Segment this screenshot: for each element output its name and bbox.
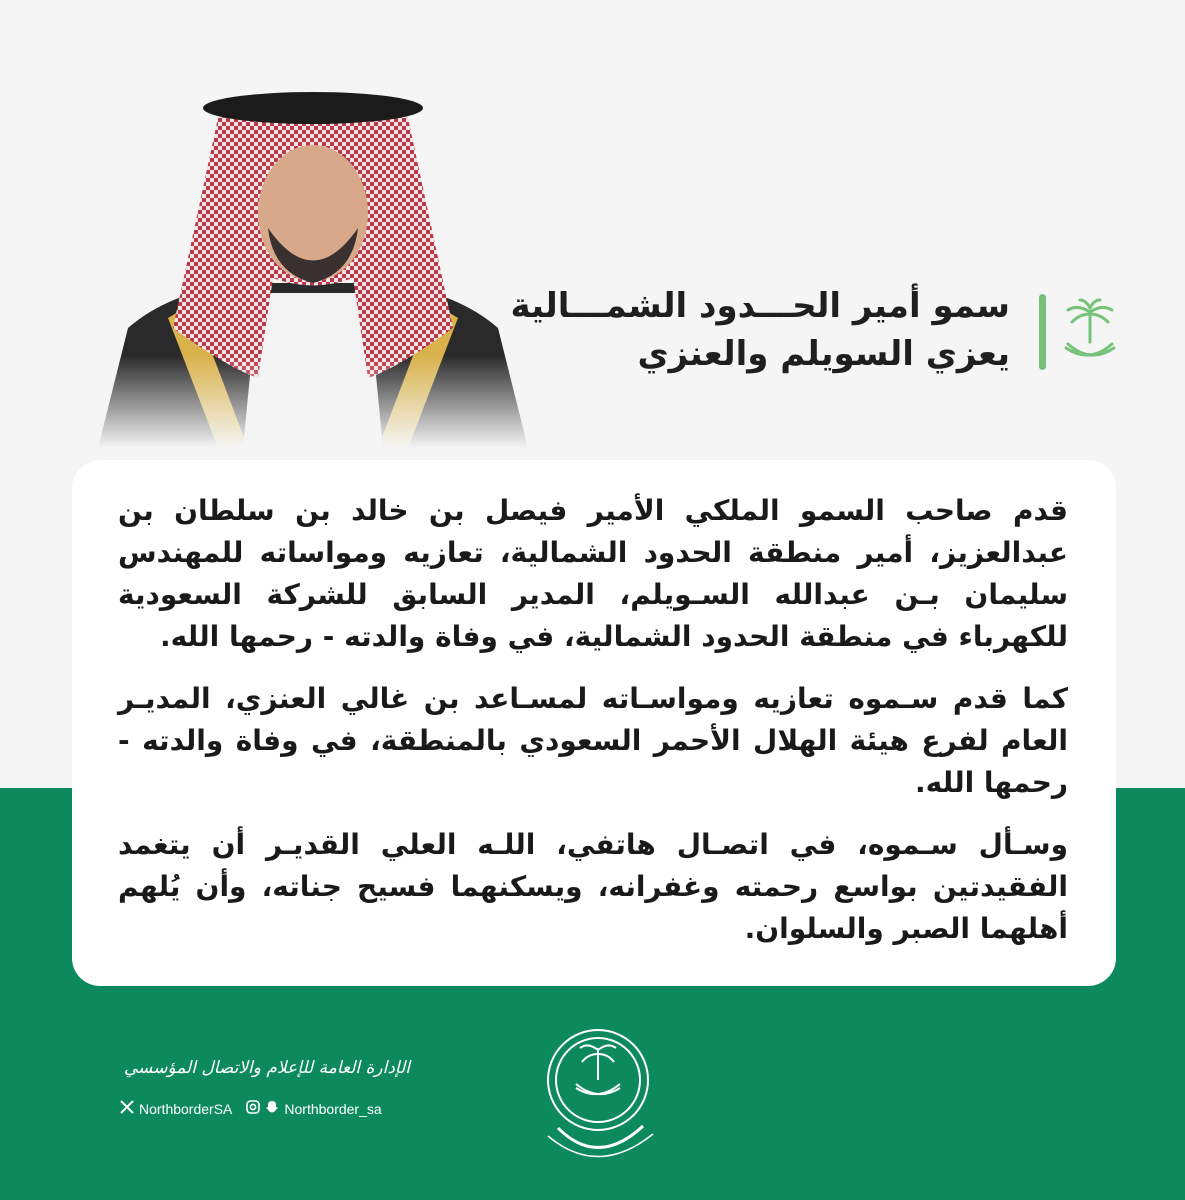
portrait-photo — [98, 78, 528, 448]
snapchat-icon — [265, 1100, 279, 1117]
headline-line2: يعزي السويلم والعنزي — [637, 334, 1010, 374]
instagram-icon — [246, 1100, 260, 1117]
headline — [450, 282, 1010, 378]
x-logo-icon — [120, 1100, 134, 1117]
social-handle-text: Northborder_sa — [284, 1100, 382, 1117]
x-handle-text: NorthborderSA — [139, 1100, 233, 1117]
headline-accent-bar — [1039, 294, 1046, 370]
palm-swords-emblem-icon — [1060, 296, 1120, 368]
footer-credits — [120, 1048, 410, 1117]
headline-line1: سمو أمير الحـــدود الشمـــالية — [510, 286, 1010, 326]
paragraph-3: وسـأل سـموه، في اتصـال هاتفي، اللـه العلي القديـر أن يتغمد الفقيدتين بواسع رحمته وغفرانه، ويسكنهما فسيح جناته، وأن يُلهم أهلهما الصبر والسلوان. — [118, 828, 1068, 945]
paragraph-1: قدم صاحب السمو الملكي الأمير فيصل بن خالد بن سلطان بن عبدالعزيز، أمير منطقة الحدود الشمالية، تعازيه ومواساته للمهندس سليمان بـن عبدالله السـويلم، المدير السابق للشركة السعودية للكهرباء في منطقة الحدود الشمالية، في وفاة والدته - رحمها الله. — [118, 494, 1068, 653]
x-handle[interactable] — [120, 1100, 232, 1117]
article-body — [118, 490, 1068, 970]
northern-borders-emirate-emblem-icon — [518, 1018, 678, 1168]
paragraph-2: كما قدم سـموه تعازيه ومواسـاته لمسـاعد بن غالي العنزي، المديـر العام لفرع هيئة الهلال الأحمر السعودي بالمنطقة، في وفاة والدته - رحمها الله. — [118, 682, 1068, 799]
social-handles — [120, 1100, 410, 1117]
department-calligraphy: الإدارة العامة للإعلام والاتصال المؤسسي — [123, 1058, 410, 1078]
social-handle[interactable] — [246, 1100, 381, 1117]
